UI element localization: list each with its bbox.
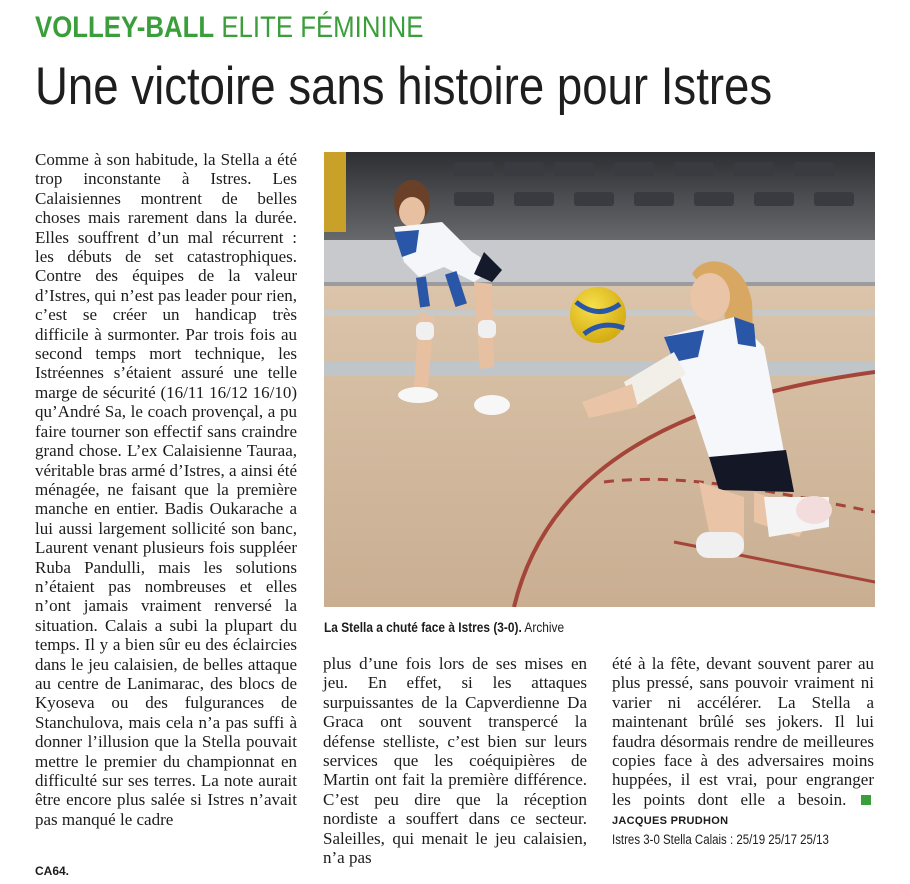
kicker-category: ELITE FÉMININE: [221, 11, 424, 44]
kicker-sport: VOLLEY-BALL: [35, 11, 215, 44]
column-3-body: été à la fête, devant souvent parer au plus pressé, sans pouvoir vraiment ni varier ni accélérer. La Stella a maintenant brûlé ses jokers. Il lui faudra désormais rendre de meilleures copies face à des adversaires moins huppées, il est vrai, pour engranger les points dont elle a besoin.: [612, 654, 874, 809]
author-signature: JACQUES PRUDHON: [612, 815, 729, 828]
caption-credit: Archive: [524, 619, 565, 635]
author-marker-icon: [861, 795, 871, 805]
article-photo: [324, 152, 875, 607]
article-column-2: [323, 654, 587, 867]
match-score-line: Istres 3-0 Stella Calais : 25/19 25/17 25/13: [612, 832, 829, 847]
caption-text: La Stella a chuté face à Istres (3-0).: [324, 619, 522, 635]
volleyball-players-photo: [324, 152, 875, 607]
article-headline: Une victoire sans histoire pour Istres: [35, 57, 773, 116]
column-2-text: plus d’une fois lors de ses mises en jeu. En effet, si les attaques surpuissantes de la Capverdienne Da Graca ont souvent transpercé la défense stelliste, c’est bien sur leurs services que les coéquipières de Martin ont fait la première différence. C’est peu dire que la réception nordiste a souffert dans ce secteur. Saleilles, qui menait le jeu calaisien, n’a pas: [323, 654, 587, 868]
section-kicker: [35, 10, 423, 46]
column-3-text: [612, 654, 874, 832]
photo-caption: [324, 618, 564, 636]
page-reference: CA64.: [35, 864, 70, 878]
column-1-text: Comme à son habitude, la Stella a été trop inconstante à Istres. Les Calaisiennes montrent de belles choses mais rarement dans la durée. Elles souffrent d’un mal récurrent : les débuts de set catastrophiques. Contre des équipes de la valeur d’Istres, qui n’est pas leader pour rien, c’est se créer un handicap très difficile à surmonter. Par trois fois au second temps mort technique, les Istréennes s’étaient assuré une telle marge de sécurité (16/11 16/12 16/10) qu’André Sa, le coach provençal, a pu faire tourner son effectif sans craindre grand chose. L’ex Calaisienne Tauraa, véritable bras armé d’Istres, a ainsi été ménagée, ne faisant que la première manche en entier. Badis Oukarache a lui aussi largement sollicité son banc, Laurent venant plusieurs fois suppléer Ruba Pandulli, mais les solutions n’étaient pas nombreuses et elles n’ont jamais vraiment renversé la situation. Calais a subi la plupart du temps. Il y a bien sûr eu des éclaircies dans le jeu calaisien, de belles attaque au centre de Lanimarac, des blocs de Kyoseva ou des fulgurances de Stanchulova, mais cela n’a pas suffi à donner l’illusion que la Stella pouvait mettre le premier du championnat en difficulté sur ses terres. La note aurait être encore plus salée si Istres n’avait pas manqué le cadre: [35, 150, 297, 829]
article-column-1: [35, 150, 297, 829]
article-column-3: [612, 654, 874, 832]
